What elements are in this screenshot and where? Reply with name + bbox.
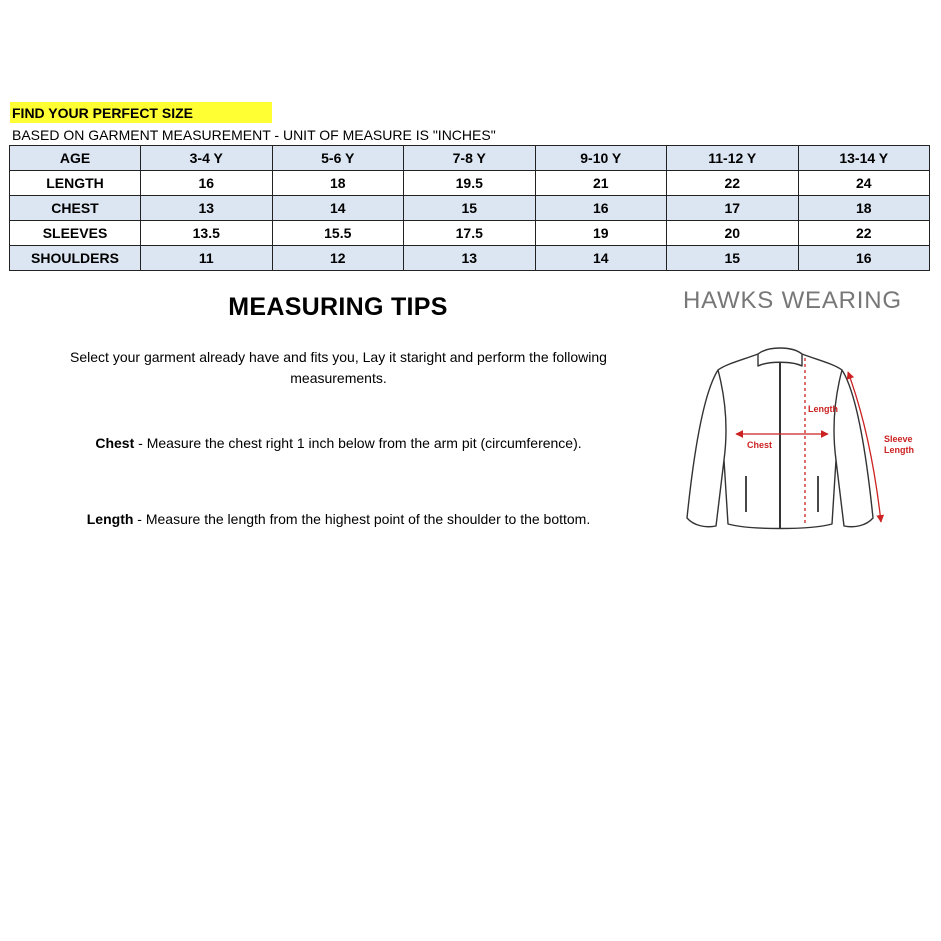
unit-note: BASED ON GARMENT MEASUREMENT - UNIT OF MEASURE IS "INCHES": [12, 127, 496, 143]
header-cell: 9-10 Y: [535, 146, 667, 171]
table-cell: 15.5: [272, 221, 404, 246]
length-tip-text: - Measure the length from the highest point of the shoulder to the bottom.: [133, 511, 591, 527]
header-cell: 11-12 Y: [667, 146, 799, 171]
chest-label: Chest: [747, 440, 773, 450]
brand-name: HAWKS WEARING: [683, 287, 902, 314]
table-cell: 11: [141, 246, 273, 271]
table-cell: 17: [667, 196, 799, 221]
table-row: [10, 221, 930, 246]
length-label: Length: [808, 404, 838, 414]
table-cell: 15: [667, 246, 799, 271]
header-cell: 7-8 Y: [404, 146, 536, 171]
jacket-measurement-diagram: [680, 340, 925, 535]
sleeve-label-line1: Sleeve: [884, 434, 913, 444]
table-cell: 13: [141, 196, 273, 221]
measuring-tips-title: MEASURING TIPS: [228, 293, 448, 321]
table-cell: 12: [272, 246, 404, 271]
table-cell: 14: [272, 196, 404, 221]
row-label: LENGTH: [10, 171, 141, 196]
table-cell: 13: [404, 246, 536, 271]
table-cell: 22: [798, 221, 930, 246]
chest-tip-text: - Measure the chest right 1 inch below from the arm pit (circumference).: [134, 435, 582, 451]
table-cell: 16: [798, 246, 930, 271]
length-tip: [30, 509, 647, 529]
table-cell: 18: [798, 196, 930, 221]
table-cell: 16: [535, 196, 667, 221]
row-label: SHOULDERS: [10, 246, 141, 271]
table-cell: 14: [535, 246, 667, 271]
row-label: SLEEVES: [10, 221, 141, 246]
table-cell: 19: [535, 221, 667, 246]
chest-tip-label: Chest: [95, 435, 135, 451]
table-cell: 21: [535, 171, 667, 196]
table-cell: 15: [404, 196, 536, 221]
measuring-tips-intro: Select your garment already have and fits you, Lay it staright and perform the following measurements.: [70, 349, 607, 386]
header-cell: 13-14 Y: [798, 146, 930, 171]
table-row: [10, 196, 930, 221]
header-cell: 3-4 Y: [141, 146, 273, 171]
size-chart-table: [9, 145, 930, 271]
chest-tip: [30, 433, 647, 453]
table-row: [10, 246, 930, 271]
header-cell: 5-6 Y: [272, 146, 404, 171]
table-cell: 24: [798, 171, 930, 196]
jacket-outline: [687, 348, 873, 529]
table-cell: 20: [667, 221, 799, 246]
table-cell: 22: [667, 171, 799, 196]
table-cell: 16: [141, 171, 273, 196]
size-guide-banner: FIND YOUR PERFECT SIZE: [10, 102, 272, 123]
table-header-row: [10, 146, 930, 171]
sleeve-label-line2: Length: [884, 445, 914, 455]
table-cell: 19.5: [404, 171, 536, 196]
table-row: [10, 171, 930, 196]
table-cell: 17.5: [404, 221, 536, 246]
row-label: CHEST: [10, 196, 141, 221]
table-cell: 13.5: [141, 221, 273, 246]
length-tip-label: Length: [86, 511, 134, 527]
table-cell: 18: [272, 171, 404, 196]
header-cell: AGE: [10, 146, 141, 171]
